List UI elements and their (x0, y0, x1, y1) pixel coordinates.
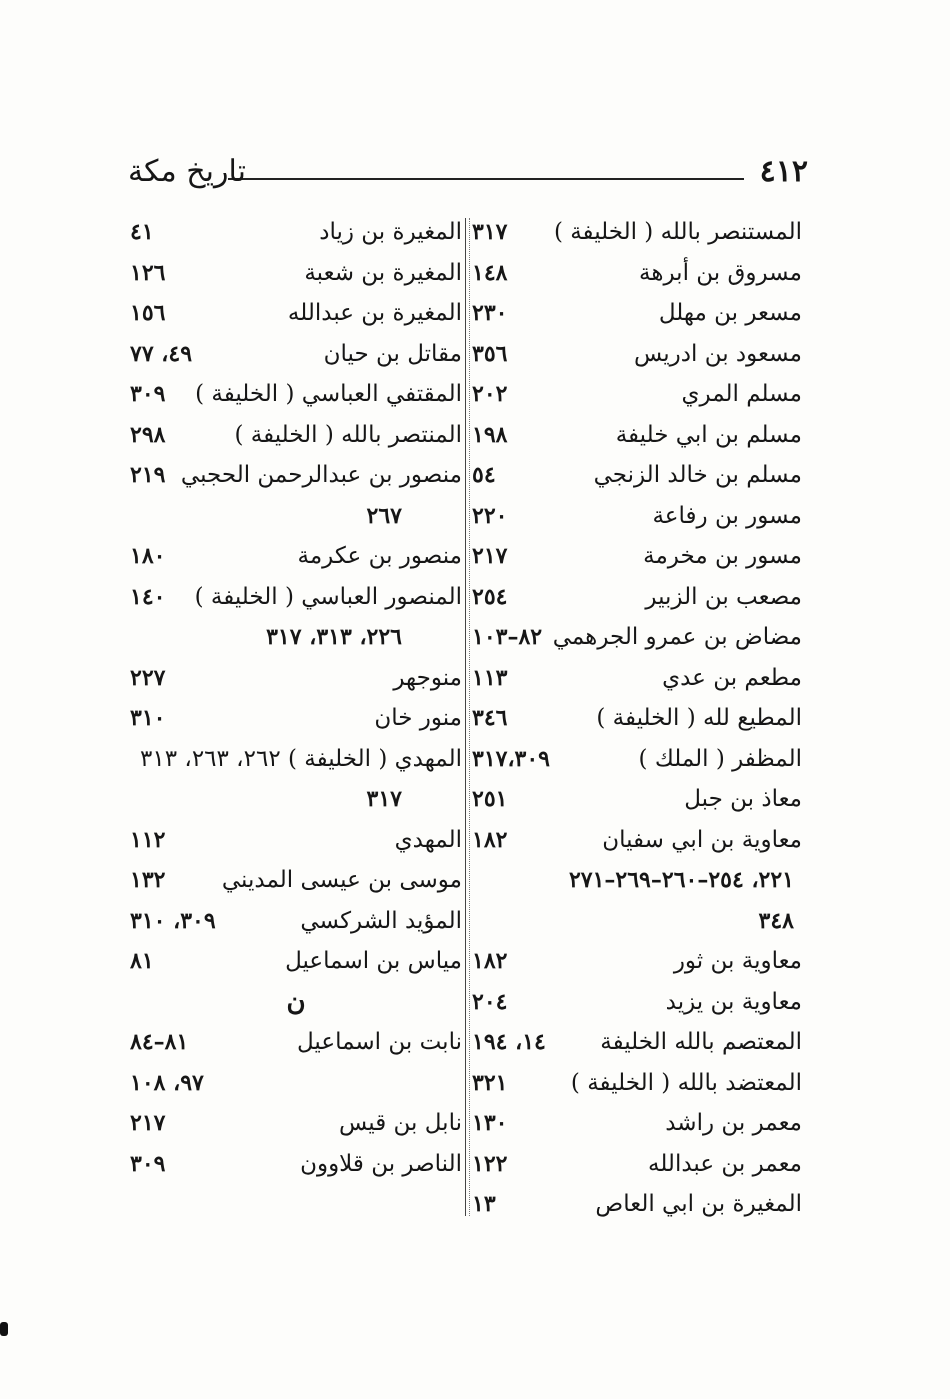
index-column-left (130, 212, 462, 1184)
entry-pages: ٣٤٦ (472, 705, 508, 731)
index-entry (130, 455, 462, 496)
index-entry (472, 698, 802, 739)
index-entry (472, 455, 802, 496)
index-entry (472, 374, 802, 415)
index-entry (472, 536, 802, 577)
index-entry (130, 1144, 462, 1185)
entry-continued-pages: ٢٦٧ (366, 502, 402, 529)
entry-name: معاوية بن يزيد (665, 988, 802, 1015)
entry-pages: ٣٥٦ (472, 340, 508, 367)
entry-pages: ٢٩٨ (130, 421, 166, 448)
entry-name: معمر بن عبدالله (647, 1150, 802, 1177)
index-entry (472, 982, 802, 1023)
index-entry (472, 1184, 802, 1225)
entry-name: الناصر بن قلاوون (300, 1150, 462, 1177)
entry-name: معاوية بن ثور (673, 948, 802, 974)
index-entry (130, 739, 462, 780)
index-entry (130, 820, 462, 861)
entry-pages: ١٤، ١٩٤ (472, 1029, 546, 1055)
index-entry (472, 496, 802, 537)
entry-name: منصور بن عكرمة (297, 543, 462, 569)
index-entry-continuation (130, 617, 462, 658)
entry-pages: ٨١–٨٤ (130, 1029, 189, 1055)
entry-continued-pages: ٢٢١، ٢٥٤–٢٦٠–٢٦٩–٢٧١ (568, 867, 794, 893)
index-entry (130, 860, 462, 901)
entry-name: مياس بن اسماعيل (285, 948, 462, 974)
entry-pages: ٢٢٧ (130, 664, 166, 691)
entry-name: المقتفي العباسي ( الخليفة ) (195, 381, 462, 407)
index-entry (130, 374, 462, 415)
entry-pages: ٣١٧،٣٠٩ (472, 745, 550, 772)
entry-name: المستنصر بالله ( الخليفة ) (553, 219, 802, 245)
entry-pages: ١٣٠ (472, 1110, 508, 1136)
index-entry (130, 253, 462, 294)
index-entry (472, 253, 802, 294)
index-entry (130, 415, 462, 456)
entry-name: مقاتل بن حيان (323, 340, 462, 367)
entry-pages: ١١٢ (130, 826, 166, 853)
entry-pages: ١٢٢ (472, 1150, 508, 1177)
entry-pages: ٣٠٩، ٣١٠ (130, 907, 216, 934)
entry-name: مسعر بن مهلل (658, 300, 802, 326)
entry-pages: ٢٠٤ (472, 988, 508, 1015)
entry-pages: ١٥٦ (130, 300, 166, 326)
entry-name: مصعب بن الزبير (645, 583, 802, 610)
entry-name: المهدي (394, 826, 462, 853)
entry-name: مسلم بن ابي خليفة (615, 421, 802, 448)
entry-name: مسور بن مخرمة (643, 543, 802, 569)
entry-name: المنصور العباسي ( الخليفة ) (194, 583, 462, 610)
entry-continued-pages: ٢٢٦، ٣١٣، ٣١٧ (266, 624, 402, 650)
index-entry (130, 698, 462, 739)
entry-name: معاوية بن ابي سفيان (602, 826, 802, 853)
entry-pages: ٢١٧ (130, 1110, 166, 1136)
entry-pages: ٢٥٤ (472, 583, 508, 610)
entry-pages: ١٤٨ (472, 259, 508, 286)
entry-name: نابل بن قيس (338, 1110, 462, 1136)
index-entry (472, 820, 802, 861)
entry-name: المهدي ( الخليفة ) ٢٦٢، ٢٦٣، ٣١٣ (140, 745, 462, 772)
index-entry-continuation (472, 860, 802, 901)
index-entry (472, 415, 802, 456)
entry-pages: ١٩٨ (472, 421, 508, 448)
entry-name: مسلم بن خالد الزنجي (593, 462, 802, 488)
page-number: ٤١٢ (759, 154, 808, 189)
column-divider (465, 218, 466, 1216)
column-divider-dotted (469, 218, 470, 1216)
entry-pages: ٢٠٢ (472, 381, 508, 407)
scan-edge-mark (0, 1322, 8, 1336)
index-entry (472, 1063, 802, 1104)
entry-name: منور خان (374, 705, 462, 731)
entry-pages: ٤١ (130, 219, 154, 245)
index-entry (472, 658, 802, 699)
index-entry-continuation (130, 779, 462, 820)
entry-pages: ١١٣ (472, 664, 508, 691)
page-header (128, 150, 808, 194)
entry-pages: ٩٧، ١٠٨ (130, 1069, 204, 1096)
entry-continued-pages: ٣١٧ (366, 786, 402, 812)
entry-name: المغيرة بن زياد (319, 219, 462, 245)
entry-pages: ١٣٢ (130, 867, 166, 893)
entry-name: المطيع لله ( الخليفة ) (596, 705, 802, 731)
entry-pages: ١٨٢ (472, 948, 508, 974)
entry-pages: ١٣ (472, 1191, 496, 1217)
index-entry (472, 334, 802, 375)
index-entry (472, 779, 802, 820)
section-letter-heading (130, 982, 462, 1023)
entry-name: مطعم بن عدي (662, 664, 802, 691)
entry-name: مسلم المري (681, 381, 802, 407)
entry-pages: ٣٠٩ (130, 381, 166, 407)
index-entry (472, 1144, 802, 1185)
entry-name: المغيرة بن شعبة (304, 259, 462, 286)
entry-name: معمر بن راشد (665, 1110, 802, 1136)
entry-pages: ٣١٠ (130, 705, 166, 731)
index-entry (130, 536, 462, 577)
index-entry (130, 293, 462, 334)
index-entry (130, 1103, 462, 1144)
index-entry (472, 941, 802, 982)
index-entry (472, 212, 802, 253)
entry-pages: ١٨٢ (472, 826, 508, 853)
entry-name: المؤيد الشركسي (300, 907, 462, 934)
entry-pages: ٣٢١ (472, 1069, 508, 1096)
entry-pages: ٢٣٠ (472, 300, 508, 326)
entry-name: مسعود بن ادريس (633, 340, 802, 367)
entry-name: منوجهر (393, 664, 462, 691)
index-entry (472, 293, 802, 334)
index-entry (472, 739, 802, 780)
index-entry (130, 1063, 462, 1104)
entry-pages: ٥٤ (472, 462, 496, 488)
entry-name: منصور بن عبدالرحمن الحجبي (180, 462, 462, 488)
entry-name: معاذ بن جبل (684, 786, 802, 812)
entry-name: نابت بن اسماعيل (297, 1029, 462, 1055)
index-entry (130, 658, 462, 699)
entry-pages: ٢٥١ (472, 786, 508, 812)
index-entry (472, 577, 802, 618)
index-entry (472, 617, 802, 658)
entry-name: موسى بن عيسى المديني (221, 867, 462, 893)
index-entry-continuation (472, 901, 802, 942)
entry-name: المغيرة بن ابي العاص (595, 1191, 802, 1217)
entry-name: مسور بن رفاعة (652, 502, 802, 529)
index-entry (130, 1022, 462, 1063)
index-entry (472, 1103, 802, 1144)
entry-pages: ٣١٧ (472, 219, 508, 245)
entry-name: مسروق بن أبرهة (639, 259, 802, 286)
entry-pages: ٨٢–١٠٣ (472, 624, 543, 650)
entry-name: المعتضد بالله ( الخليفة ) (570, 1069, 802, 1096)
entry-name: المنتصر بالله ( الخليفة ) (234, 421, 462, 448)
index-entry (130, 577, 462, 618)
index-entry (130, 212, 462, 253)
entry-pages: ٨١ (130, 948, 154, 974)
section-letter: ن (286, 986, 306, 1017)
entry-pages: ١٢٦ (130, 259, 166, 286)
entry-pages: ٣٠٩ (130, 1150, 166, 1177)
entry-name: المغيرة بن عبدالله (287, 300, 462, 326)
entry-pages: ١٨٠ (130, 543, 166, 569)
entry-continued-pages: ٣٤٨ (758, 907, 794, 934)
index-entry (130, 901, 462, 942)
entry-name: مضاض بن عمرو الجرهمي (552, 624, 802, 650)
header-rule (228, 178, 744, 180)
index-entry (472, 1022, 802, 1063)
entry-pages: ٤٩، ٧٧ (130, 340, 193, 367)
index-entry (130, 334, 462, 375)
entry-pages: ٢١٩ (130, 462, 166, 488)
index-entry-continuation (130, 496, 462, 537)
index-entry (130, 941, 462, 982)
entry-pages: ٢١٧ (472, 543, 508, 569)
index-column-right (472, 212, 802, 1225)
book-title: تاريخ مكة (128, 154, 246, 189)
entry-name: المعتصم بالله الخليفة (600, 1029, 802, 1055)
entry-name: المظفر ( الملك ) (638, 745, 802, 772)
entry-pages: ١٤٠ (130, 583, 166, 610)
entry-pages: ٢٢٠ (472, 502, 508, 529)
